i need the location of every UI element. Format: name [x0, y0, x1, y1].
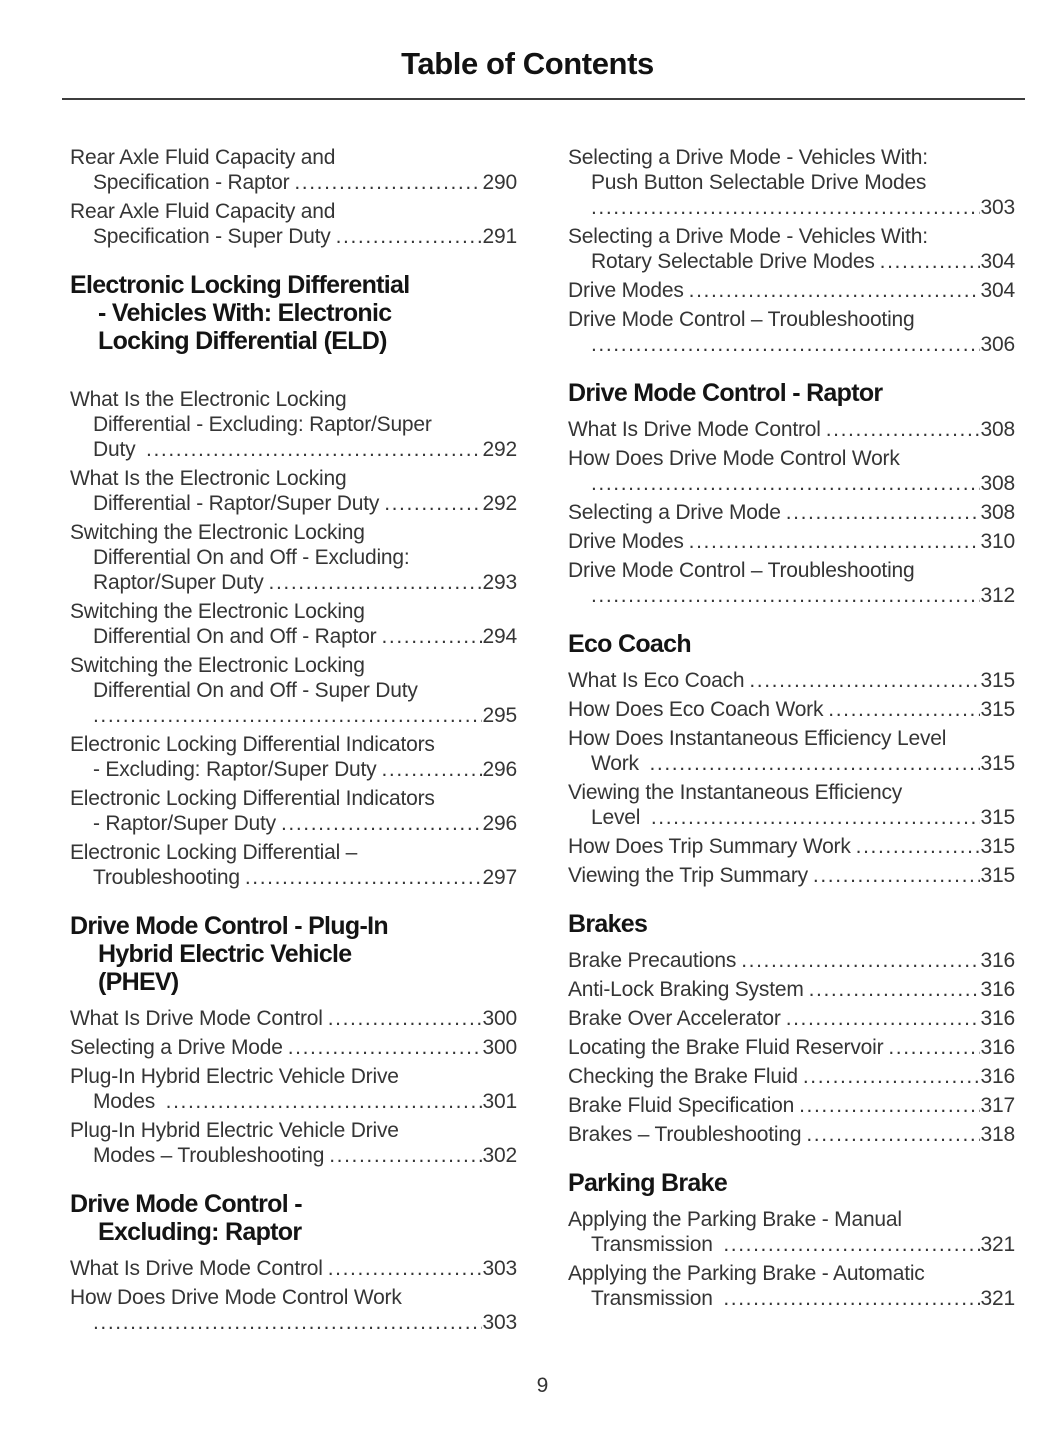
dot-leader: [813, 863, 980, 888]
toc-entry-lastline: [568, 805, 1015, 830]
section-heading: [568, 910, 1015, 938]
toc-entry-lastline: [568, 948, 1015, 973]
toc-entry-text: - Raptor/Super Duty: [93, 812, 276, 835]
toc-entry-line: How Does Drive Mode Control Work: [70, 1286, 402, 1309]
toc-entry-lastline: [568, 332, 1015, 357]
toc-entry: [568, 1064, 1015, 1089]
dot-leader: [856, 834, 980, 859]
dot-leader: [806, 1122, 979, 1147]
section-heading-line: - Vehicles With: Electronic: [98, 299, 392, 327]
dot-leader: [384, 491, 481, 516]
dot-leader: [828, 697, 979, 722]
toc-column-right: [568, 145, 1015, 1315]
page-title: Table of Contents: [401, 46, 654, 81]
page-ref: 315: [980, 864, 1015, 887]
page-ref: 290: [482, 171, 517, 194]
dot-leader: [288, 1035, 482, 1060]
toc-entry-text: Modes – Troubleshooting: [93, 1144, 325, 1167]
toc-entry-lastline: [568, 751, 1015, 776]
dot-leader: [146, 437, 482, 462]
dot-leader: [294, 170, 481, 195]
section-heading-line: Hybrid Electric Vehicle: [98, 940, 352, 968]
page-ref: 321: [980, 1287, 1015, 1310]
toc-entry-line: What Is the Electronic Locking: [70, 467, 347, 490]
page-ref: 293: [482, 571, 517, 594]
toc-entry-text: Checking the Brake Fluid: [568, 1065, 798, 1088]
dot-leader: [591, 471, 980, 496]
section-heading: [70, 1190, 517, 1246]
toc-entry: [70, 732, 517, 782]
toc-entry: [70, 1285, 517, 1335]
page-ref: 321: [980, 1233, 1015, 1256]
toc-entry-text: Rotary Selectable Drive Modes: [591, 250, 875, 273]
dot-leader: [281, 811, 482, 836]
section-heading-line: (PHEV): [98, 968, 179, 996]
toc-entry-text: How Does Eco Coach Work: [568, 698, 824, 721]
toc-entry-text: Brake Fluid Specification: [568, 1094, 795, 1117]
page-ref: 304: [980, 250, 1015, 273]
page-ref: 294: [482, 625, 517, 648]
toc-entry: [70, 466, 517, 516]
toc-entry-line: Differential On and Off - Super Duty: [93, 679, 418, 702]
toc-entry: [568, 278, 1015, 303]
toc-entry-lastline: [70, 570, 517, 595]
toc-entry: [568, 417, 1015, 442]
section-heading-line: Electronic Locking Differential: [70, 271, 410, 299]
page-ref: 306: [980, 333, 1015, 356]
toc-entry: [568, 1207, 1015, 1257]
page-number: 9: [536, 1374, 549, 1397]
toc-entry: [70, 145, 517, 195]
toc-entry-text: Viewing the Trip Summary: [568, 864, 808, 887]
section-heading-line: Eco Coach: [568, 630, 691, 658]
section-spacer: [70, 365, 517, 387]
toc-entry-text: Duty: [93, 438, 142, 461]
toc-entry-text: Troubleshooting: [93, 866, 240, 889]
dot-leader: [799, 1093, 979, 1118]
dot-leader: [329, 1143, 481, 1168]
toc-entry-text: What Is Drive Mode Control: [70, 1257, 323, 1280]
toc-entry-lastline: [70, 224, 517, 249]
page-ref: 315: [980, 669, 1015, 692]
toc-entry-line: Electronic Locking Differential Indicators: [70, 787, 435, 810]
toc-entry-lastline: [70, 491, 517, 516]
toc-entry-lastline: [568, 500, 1015, 525]
section-heading: [568, 379, 1015, 407]
page-ref: 300: [482, 1007, 517, 1030]
toc-columns: [0, 100, 1055, 1339]
toc-entry-line: Push Button Selectable Drive Modes: [591, 171, 927, 194]
toc-entry: [70, 387, 517, 462]
page-ref: 316: [980, 1036, 1015, 1059]
toc-column-left: [70, 145, 517, 1339]
dot-leader: [381, 757, 481, 782]
toc-entry-line: How Does Instantaneous Efficiency Level: [568, 727, 947, 750]
toc-entry: [568, 977, 1015, 1002]
page-ref: 297: [482, 866, 517, 889]
page-ref: 296: [482, 758, 517, 781]
toc-entry: [568, 145, 1015, 220]
toc-entry: [568, 863, 1015, 888]
dot-leader: [591, 195, 980, 220]
toc-entry-text: Specification - Super Duty: [93, 225, 331, 248]
toc-entry-lastline: [70, 1089, 517, 1114]
dot-leader: [723, 1286, 979, 1311]
toc-entry: [568, 500, 1015, 525]
toc-entry-text: Selecting a Drive Mode: [568, 501, 781, 524]
toc-entry: [568, 948, 1015, 973]
page-ref: 317: [980, 1094, 1015, 1117]
toc-entry-lastline: [70, 703, 517, 728]
page-ref: 303: [482, 1257, 517, 1280]
toc-entry-lastline: [568, 1122, 1015, 1147]
toc-entry-line: Plug-In Hybrid Electric Vehicle Drive: [70, 1065, 399, 1088]
toc-entry-lastline: [568, 417, 1015, 442]
dot-leader: [809, 977, 980, 1002]
toc-entry-line: Switching the Electronic Locking: [70, 654, 365, 677]
toc-entry: [568, 1261, 1015, 1311]
dot-leader: [786, 1006, 980, 1031]
toc-entry-lastline: [70, 757, 517, 782]
toc-entry-line: Rear Axle Fluid Capacity and: [70, 146, 336, 169]
toc-entry: [70, 786, 517, 836]
toc-entry: [70, 1006, 517, 1031]
toc-entry-lastline: [568, 583, 1015, 608]
toc-entry: [70, 599, 517, 649]
dot-leader: [269, 570, 482, 595]
toc-entry-line: Viewing the Instantaneous Efficiency: [568, 781, 903, 804]
dot-leader: [880, 249, 980, 274]
toc-entry-line: Electronic Locking Differential Indicators: [70, 733, 435, 756]
toc-entry-text: Brake Over Accelerator: [568, 1007, 781, 1030]
toc-entry-text: Raptor/Super Duty: [93, 571, 264, 594]
dot-leader: [826, 417, 980, 442]
toc-entry-lastline: [70, 437, 517, 462]
toc-entry-line: Drive Mode Control – Troubleshooting: [568, 308, 915, 331]
toc-entry-line: Selecting a Drive Mode - Vehicles With:: [568, 225, 928, 248]
toc-entry-lastline: [70, 1256, 517, 1281]
toc-entry-text: Specification - Raptor: [93, 171, 290, 194]
toc-entry: [568, 307, 1015, 357]
page-ref: 310: [980, 530, 1015, 553]
toc-entry-lastline: [568, 278, 1015, 303]
dot-leader: [888, 1035, 979, 1060]
dot-leader: [591, 583, 980, 608]
toc-entry-text: Transmission: [591, 1287, 719, 1310]
toc-entry-text: Drive Modes: [568, 279, 684, 302]
toc-entry: [568, 446, 1015, 496]
toc-entry-line: Differential On and Off - Excluding:: [93, 546, 410, 569]
toc-entry-text: Anti-Lock Braking System: [568, 978, 804, 1001]
toc-entry-lastline: [70, 624, 517, 649]
toc-entry-lastline: [568, 249, 1015, 274]
toc-entry: [568, 224, 1015, 274]
toc-entry-lastline: [568, 1064, 1015, 1089]
toc-entry-lastline: [70, 1310, 517, 1335]
dot-leader: [649, 751, 979, 776]
dot-leader: [328, 1006, 482, 1031]
page-ref: 302: [482, 1144, 517, 1167]
toc-entry-text: Brake Precautions: [568, 949, 737, 972]
toc-entry-text: Differential - Raptor/Super Duty: [93, 492, 380, 515]
section-heading-line: Drive Mode Control - Raptor: [568, 379, 883, 407]
toc-entry-lastline: [568, 668, 1015, 693]
page-ref: 315: [980, 835, 1015, 858]
toc-entry-lastline: [568, 1035, 1015, 1060]
toc-entry-text: Work: [591, 752, 645, 775]
toc-entry-text: Selecting a Drive Mode: [70, 1036, 283, 1059]
page-ref: 315: [980, 698, 1015, 721]
dot-leader: [166, 1089, 482, 1114]
toc-entry-line: Applying the Parking Brake - Manual: [568, 1208, 902, 1231]
toc-entry-lastline: [568, 697, 1015, 722]
toc-entry: [568, 668, 1015, 693]
dot-leader: [651, 805, 980, 830]
page-ref: 316: [980, 949, 1015, 972]
section-heading-line: Brakes: [568, 910, 648, 938]
toc-entry-text: Level: [591, 806, 646, 829]
dot-leader: [749, 668, 979, 693]
toc-entry: [568, 1122, 1015, 1147]
dot-leader: [328, 1256, 482, 1281]
toc-entry: [70, 1256, 517, 1281]
toc-entry: [70, 653, 517, 728]
dot-leader: [786, 500, 980, 525]
toc-entry: [70, 520, 517, 595]
section-heading-line: Excluding: Raptor: [98, 1218, 302, 1246]
toc-entry-lastline: [568, 1006, 1015, 1031]
dot-leader: [381, 624, 481, 649]
toc-entry: [70, 1118, 517, 1168]
toc-entry: [568, 726, 1015, 776]
toc-entry-text: Locating the Brake Fluid Reservoir: [568, 1036, 884, 1059]
toc-entry: [568, 780, 1015, 830]
toc-entry-lastline: [70, 1143, 517, 1168]
toc-entry: [568, 1006, 1015, 1031]
page-ref: 308: [980, 418, 1015, 441]
page-ref: 292: [482, 492, 517, 515]
section-heading: [568, 630, 1015, 658]
toc-entry-lastline: [70, 1035, 517, 1060]
toc-entry-lastline: [568, 863, 1015, 888]
toc-entry-line: Applying the Parking Brake - Automatic: [568, 1262, 925, 1285]
toc-entry-lastline: [568, 1286, 1015, 1311]
dot-leader: [741, 948, 979, 973]
page-ref: 316: [980, 1065, 1015, 1088]
toc-entry-lastline: [70, 170, 517, 195]
toc-entry-text: Modes: [93, 1090, 161, 1113]
page-ref: 312: [980, 584, 1015, 607]
page-ref: 303: [980, 196, 1015, 219]
toc-entry-lastline: [70, 865, 517, 890]
section-heading-line: Locking Differential (ELD): [98, 327, 387, 355]
section-heading: [568, 1169, 1015, 1197]
page-ref: 292: [482, 438, 517, 461]
page-ref: 303: [482, 1311, 517, 1334]
section-heading-line: Drive Mode Control - Plug-In: [70, 912, 388, 940]
toc-entry-line: Switching the Electronic Locking: [70, 521, 365, 544]
toc-entry: [70, 1035, 517, 1060]
page-ref: 295: [482, 704, 517, 727]
section-heading: [70, 271, 517, 355]
page-ref: 315: [980, 752, 1015, 775]
toc-entry-text: What Is Eco Coach: [568, 669, 745, 692]
toc-entry-text: What Is Drive Mode Control: [568, 418, 821, 441]
toc-entry-lastline: [568, 471, 1015, 496]
toc-entry-lastline: [568, 529, 1015, 554]
toc-entry-line: Plug-In Hybrid Electric Vehicle Drive: [70, 1119, 399, 1142]
section-heading-line: Drive Mode Control -: [70, 1190, 302, 1218]
toc-entry: [568, 1093, 1015, 1118]
page-ref: 296: [482, 812, 517, 835]
toc-entry-lastline: [568, 1232, 1015, 1257]
page-ref: 308: [980, 472, 1015, 495]
toc-entry-lastline: [568, 195, 1015, 220]
page-ref: 291: [482, 225, 517, 248]
toc-entry-text: What Is Drive Mode Control: [70, 1007, 323, 1030]
dot-leader: [723, 1232, 979, 1257]
dot-leader: [93, 1310, 482, 1335]
dot-leader: [245, 865, 482, 890]
toc-entry-line: How Does Drive Mode Control Work: [568, 447, 900, 470]
page-ref: 316: [980, 1007, 1015, 1030]
toc-entry: [568, 529, 1015, 554]
toc-entry-text: - Excluding: Raptor/Super Duty: [93, 758, 377, 781]
toc-entry-line: Drive Mode Control – Troubleshooting: [568, 559, 915, 582]
dot-leader: [93, 703, 482, 728]
toc-entry-lastline: [70, 1006, 517, 1031]
page-ref: 315: [980, 806, 1015, 829]
toc-entry-text: Brakes – Troubleshooting: [568, 1123, 802, 1146]
page-ref: 308: [980, 501, 1015, 524]
toc-entry: [70, 840, 517, 890]
section-heading-line: Parking Brake: [568, 1169, 728, 1197]
page-ref: 318: [980, 1123, 1015, 1146]
toc-entry-lastline: [70, 811, 517, 836]
toc-entry: [568, 697, 1015, 722]
dot-leader: [591, 332, 980, 357]
toc-entry-lastline: [568, 977, 1015, 1002]
section-heading: [70, 912, 517, 996]
toc-entry-lastline: [568, 1093, 1015, 1118]
toc-entry: [568, 558, 1015, 608]
toc-entry: [568, 834, 1015, 859]
toc-entry: [568, 1035, 1015, 1060]
page-ref: 300: [482, 1036, 517, 1059]
toc-entry: [70, 199, 517, 249]
toc-entry-text: Differential On and Off - Raptor: [93, 625, 377, 648]
toc-entry-lastline: [568, 834, 1015, 859]
toc-entry-text: How Does Trip Summary Work: [568, 835, 851, 858]
toc-entry-line: Electronic Locking Differential –: [70, 841, 358, 864]
toc-entry: [70, 1064, 517, 1114]
toc-entry-line: Switching the Electronic Locking: [70, 600, 365, 623]
dot-leader: [336, 224, 482, 249]
dot-leader: [803, 1064, 980, 1089]
dot-leader: [689, 529, 980, 554]
toc-entry-text: Drive Modes: [568, 530, 684, 553]
page-ref: 301: [482, 1090, 517, 1113]
toc-entry-text: Transmission: [591, 1233, 719, 1256]
dot-leader: [689, 278, 980, 303]
toc-entry-line: Selecting a Drive Mode - Vehicles With:: [568, 146, 928, 169]
page-ref: 316: [980, 978, 1015, 1001]
toc-entry-line: Differential - Excluding: Raptor/Super: [93, 413, 432, 436]
toc-entry-line: Rear Axle Fluid Capacity and: [70, 200, 336, 223]
toc-entry-line: What Is the Electronic Locking: [70, 388, 347, 411]
page-ref: 304: [980, 279, 1015, 302]
